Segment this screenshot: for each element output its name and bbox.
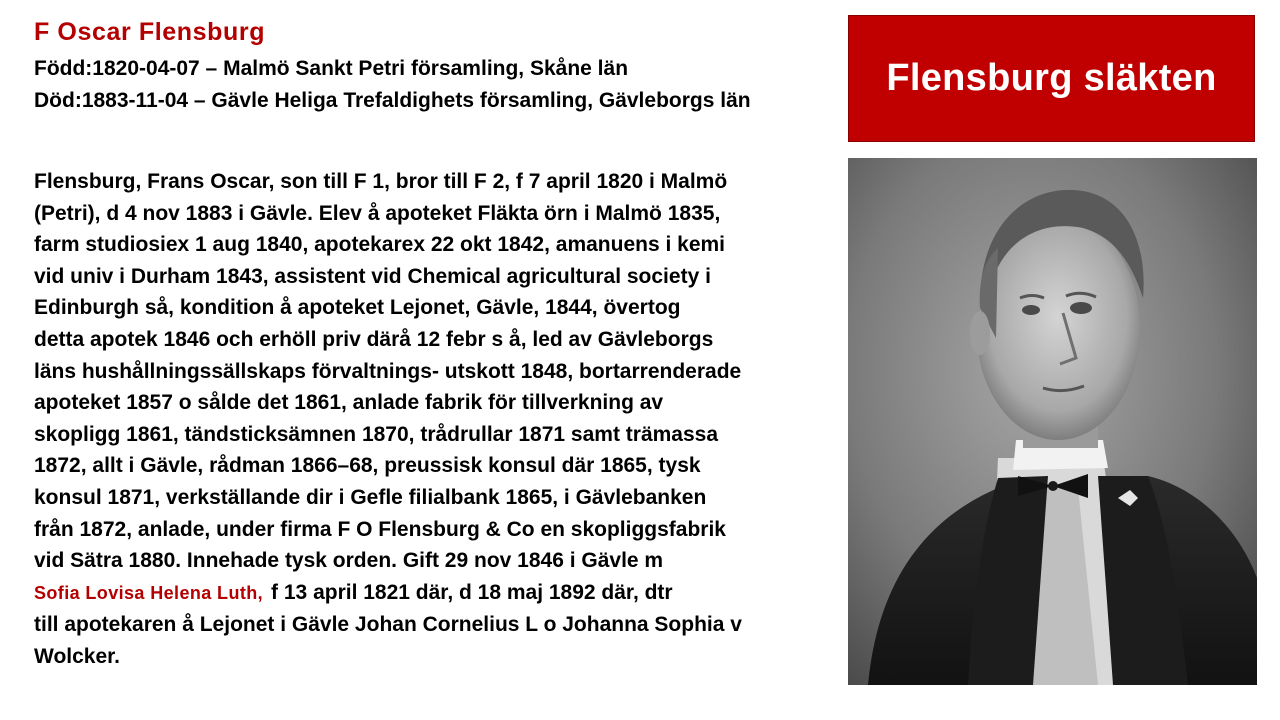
spouse-name: Sofia Lovisa Helena Luth, — [34, 582, 264, 603]
biography-text — [34, 166, 824, 673]
portrait-photo-icon — [848, 158, 1257, 685]
bio-spouse-line — [34, 577, 824, 610]
bio-line: Edinburgh så, kondition å apoteket Lejonet, Gävle, 1844, övertog — [34, 296, 681, 320]
person-name-heading: F Oscar Flensburg — [34, 18, 266, 46]
bio-line: skopligg 1861, tändsticksämnen 1870, trådrullar 1871 samt trämassa — [34, 422, 719, 446]
birth-info: Född:1820-04-07 – Malmö Sankt Petri församling, Skåne län — [34, 57, 629, 80]
bio-line: farm studiosiex 1 aug 1840, apotekarex 22 okt 1842, amanuens i kemi — [34, 233, 726, 257]
bio-line: vid Sätra 1880. Innehade tysk orden. Gift 29 nov 1846 i Gävle m — [34, 549, 664, 573]
bio-line: vid univ i Durham 1843, assistent vid Chemical agricultural society i — [34, 264, 711, 288]
bio-line: till apotekaren å Lejonet i Gävle Johan Cornelius L o Johanna Sophia v — [34, 613, 742, 637]
bio-line: 1872, allt i Gävle, rådman 1866–68, preussisk konsul där 1865, tysk — [34, 454, 701, 478]
title-banner — [848, 15, 1255, 142]
bio-line: apoteket 1857 o sålde det 1861, anlade fabrik för tillverkning av — [34, 391, 664, 415]
banner-title: Flensburg släkten — [886, 57, 1217, 99]
bio-line: (Petri), d 4 nov 1883 i Gävle. Elev å apoteket Fläkta örn i Malmö 1835, — [34, 201, 721, 225]
death-info: Död:1883-11-04 – Gävle Heliga Trefaldighets församling, Gävleborgs län — [34, 89, 751, 112]
bio-line: Flensburg, Frans Oscar, son till F 1, bror till F 2, f 7 april 1820 i Malmö — [34, 170, 728, 193]
bio-line: från 1872, anlade, under firma F O Flensburg & Co en skopliggsfabrik — [34, 517, 726, 541]
bio-line: Wolcker. — [34, 644, 120, 668]
bio-line: läns hushållningssällskaps förvaltnings- utskott 1848, bortarrenderade — [34, 359, 742, 383]
bio-line: detta apotek 1846 och erhöll priv därå 12 febr s å, led av Gävleborgs — [34, 327, 714, 351]
bio-line: konsul 1871, verkställande dir i Gefle filialbank 1865, i Gävlebanken — [34, 485, 707, 509]
spouse-details: f 13 april 1821 där, d 18 maj 1892 där, dtr — [271, 580, 673, 604]
